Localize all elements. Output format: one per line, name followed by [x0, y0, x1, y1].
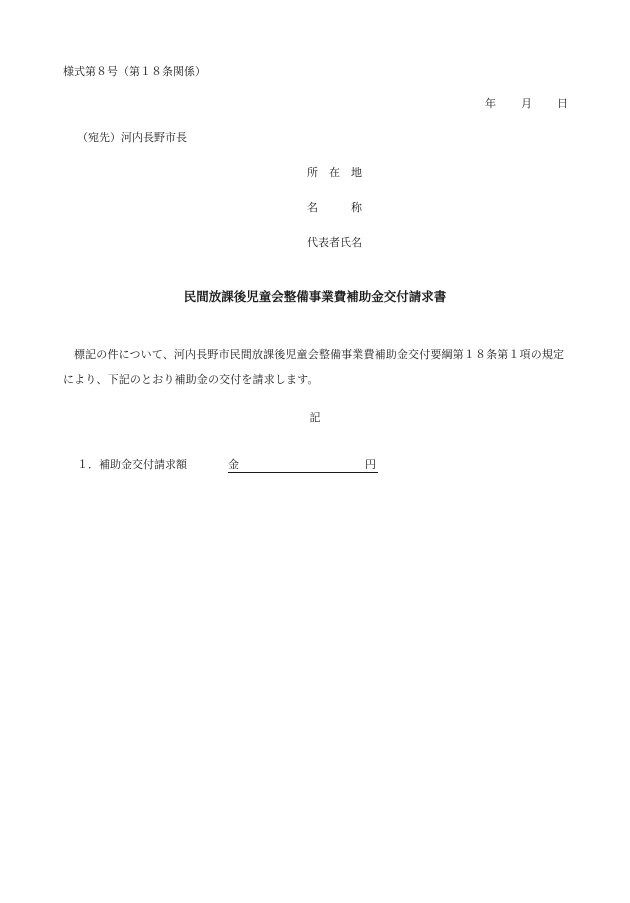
representative-label: 代表者氏名	[307, 236, 362, 249]
addressee: （宛先）河内長野市長	[77, 131, 187, 144]
form-number: 様式第８号（第１８条関係）	[63, 65, 206, 78]
amount-suffix: 円	[365, 458, 376, 471]
document-title: 民間放課後児童会整備事業費補助金交付請求書	[183, 289, 447, 304]
claim-amount-field[interactable]	[228, 456, 378, 473]
name-label: 名 称	[307, 201, 362, 214]
claim-amount-label: １．補助金交付請求額	[77, 458, 187, 471]
ki-heading: 記	[309, 411, 321, 424]
amount-prefix: 金	[228, 458, 239, 471]
body-text: 標記の件について、河内長野市民間放課後児童会整備事業費補助金交付要綱第１８条第１項の規定により、下記のとおり補助金の交付を請求します。	[63, 348, 565, 386]
address-label: 所 在 地	[307, 166, 362, 179]
date-year-label: 年	[485, 97, 496, 110]
date-month-label: 月	[521, 97, 532, 110]
date-day-label: 日	[557, 97, 568, 110]
